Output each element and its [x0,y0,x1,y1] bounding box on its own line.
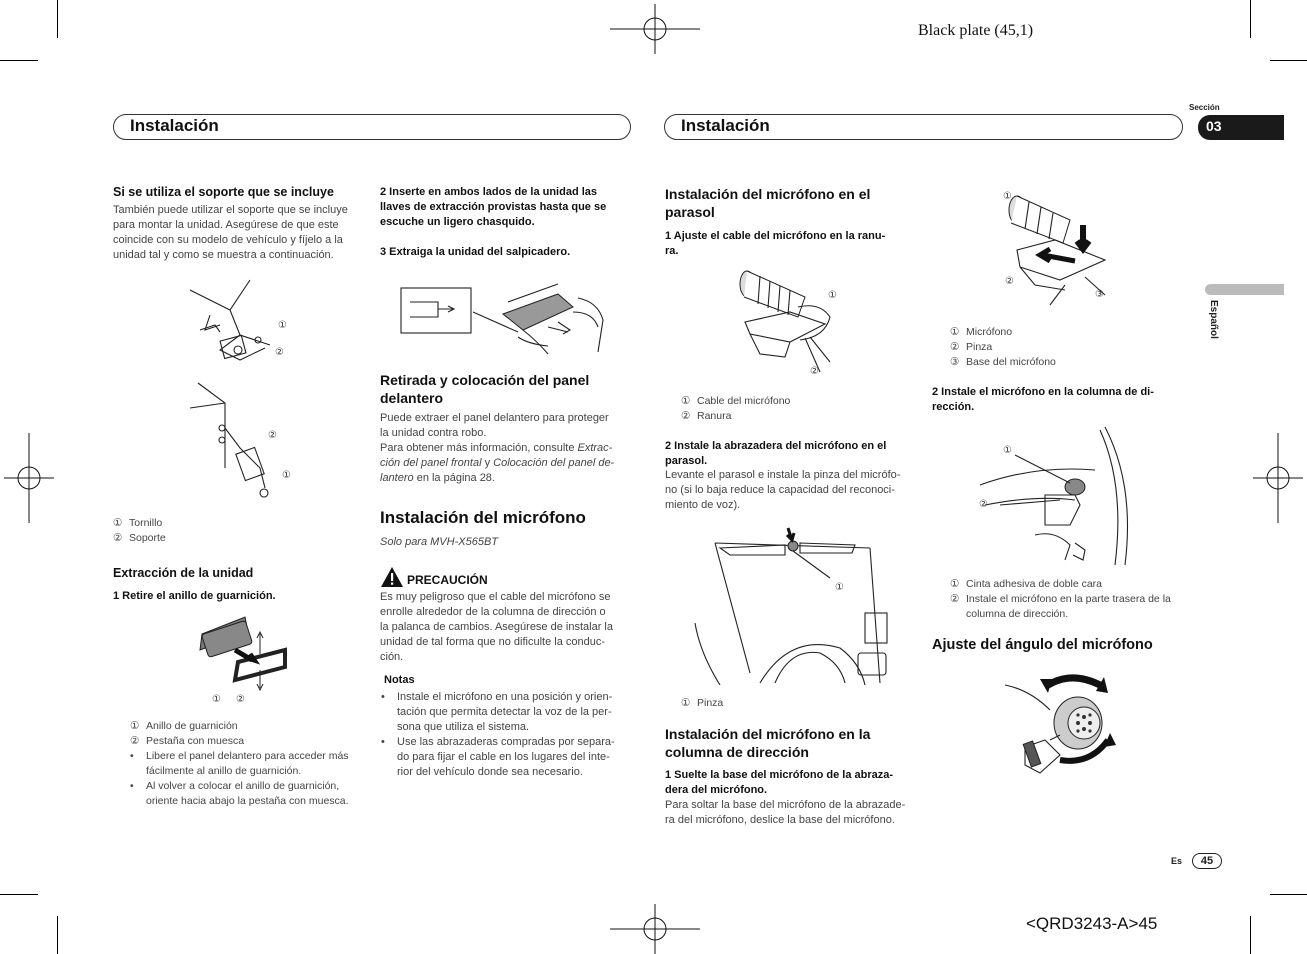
crop-mark [57,0,58,38]
section-label: Sección [1189,103,1220,112]
heading-column-install: Instalación del micrófono en la columna de dirección [665,726,871,760]
paragraph-bracket: También puede utilizar el soporte que se incluye para montar la unidad. Asegúrese de que este coincide con su modelo de vehículo y fíjelo a la unidad tal y como se muestra a continuación. [113,204,348,261]
heading-bracket: Si se utiliza el soporte que se incluye [113,185,334,199]
registration-mark-top [610,4,700,54]
crop-mark [0,894,38,895]
step-install-column: 2 Instale el micrófono en la columna de di- rección. [932,386,1154,413]
svg-text:②: ② [275,347,284,358]
language-label: Español [1208,300,1219,339]
step-extract-unit: 3 Extraiga la unidad del salpicadero. [380,246,571,258]
model-note: Solo para MVH-X565BT [380,536,498,548]
step-install-clamp: 2 Instale la abrazadera del micrófono en el parasol. [665,440,887,467]
svg-text:②: ② [979,499,988,510]
extraction-illustration [398,272,618,357]
crop-mark [1250,916,1251,954]
step-insert-keys: 2 Inserte en ambos lados de la unidad las llaves de extracción provistas hasta que se escuche un ligero chasquido. [380,186,607,228]
svg-text:②: ② [1005,276,1014,287]
right-section-header: Instalación [664,114,1183,140]
step-remove-ring: 1 Retire el anillo de guarnición. [113,590,276,602]
registration-mark-right [1253,433,1303,523]
svg-text:①: ① [282,470,291,481]
heading-front-panel: Retirada y colocación del panel delantero [380,372,590,406]
footer-language: Es [1171,856,1183,866]
caution-text: Es muy peligroso que el cable del micrófono se enrolle alrededor de la columna de dirección o la palanca de cambios. Asegúrese de instalar la unidad de tal forma que no dificulte la conduc- ción. [380,591,613,663]
notes-title: Notas [384,674,415,686]
plate-label: Black plate (45,1) [918,22,1034,39]
caption-clip: ① Pinza [681,697,724,709]
paragraph-install-clamp: Levante el parasol e instale la pinza del micrófo- no (si lo baja reduce la capacidad del reconoci- miento de voz). [665,469,901,511]
page-number: 45 [1192,853,1222,869]
svg-text:②: ② [268,430,277,441]
svg-text:①: ① [1003,191,1012,202]
crop-mark [1250,0,1251,38]
document-code: <QRD3243-A>45 [1026,914,1158,933]
heading-visor-install: Instalación del micrófono en el parasol [665,186,871,220]
svg-text:①: ① [1003,445,1012,456]
mic-base-illustration [995,185,1120,310]
svg-text:①: ① [828,290,837,301]
registration-mark-left [4,433,54,523]
svg-text:②: ② [810,366,819,377]
language-tab [1205,284,1284,295]
bracket-illustration-1 [180,270,310,370]
section-number-tab: 03 [1198,115,1284,140]
step-release-base: 1 Suelte la base del micrófono de la abraza- dera del micrófono. [665,769,894,796]
warning-icon [380,566,404,588]
svg-text:③: ③ [1095,289,1104,300]
registration-mark-bottom [610,904,700,954]
caution-title: PRECAUCIÓN [407,573,488,587]
svg-text:①: ① [835,582,844,593]
steering-column-illustration [975,425,1145,570]
notes-list: • Instale el micrófono en una posición y orien- tación que permita detectar la voz de la per- sona que utiliza el sistema. • Use las abrazaderas compradas por separa- do para fijar el cable en los lugares del inte- rior del vehículo donde sea necesario. [381,690,631,780]
paragraph-release-base: Para soltar la base del micrófono de la abrazade- ra del micrófono, deslice la base del micrófono. [665,799,906,826]
heading-extraction: Extracción de la unidad [113,566,254,580]
svg-text:①: ① [278,320,287,331]
bullet-list-ring: • Libere el panel delantero para acceder más fácilmente al anillo de guarnición. • Al volver a colocar el anillo de guarnición, oriente hacia abajo la pestaña con muesca. [130,749,365,809]
bracket-illustration-2 [180,378,310,508]
paragraph-front-panel: Puede extraer el panel delantero para proteger la unidad contra robo. Para obtener más información, consulte Extrac- ción del panel frontal y Colocación del panel de- lantero en la página 28. [380,412,615,484]
caption-list-ring: ① Anillo de guarnición ② Pestaña con muesca [130,720,245,747]
heading-microphone: Instalación del micrófono [380,508,586,527]
caption-list-bracket: ① Tornillo ② Soporte [113,517,166,544]
trim-ring-illustration [190,612,300,707]
caption-list-base: ① Micrófono ② Pinza ③ Base del micrófono [950,326,1056,368]
crop-mark [0,60,38,61]
step-adjust-cable: 1 Ajuste el cable del micrófono en la ranu- ra. [665,230,886,257]
caption-list-visor: ① Cable del micrófono ② Ranura [681,395,791,422]
left-section-header: Instalación [113,114,631,140]
crop-mark [1270,894,1307,895]
crop-mark [57,916,58,954]
heading-mic-angle: Ajuste del ángulo del micrófono [932,637,1153,653]
crop-mark [1270,60,1307,61]
caption-list-column: ① Cinta adhesiva de doble cara ② Instale el micrófono en la parte trasera de la columna de dirección. [950,578,1171,620]
mic-angle-illustration [1000,665,1130,777]
sun-visor-illustration [690,523,890,685]
visor-clip-illustration [730,262,855,380]
svg-text:①: ① [212,694,221,705]
svg-text:②: ② [236,694,245,705]
